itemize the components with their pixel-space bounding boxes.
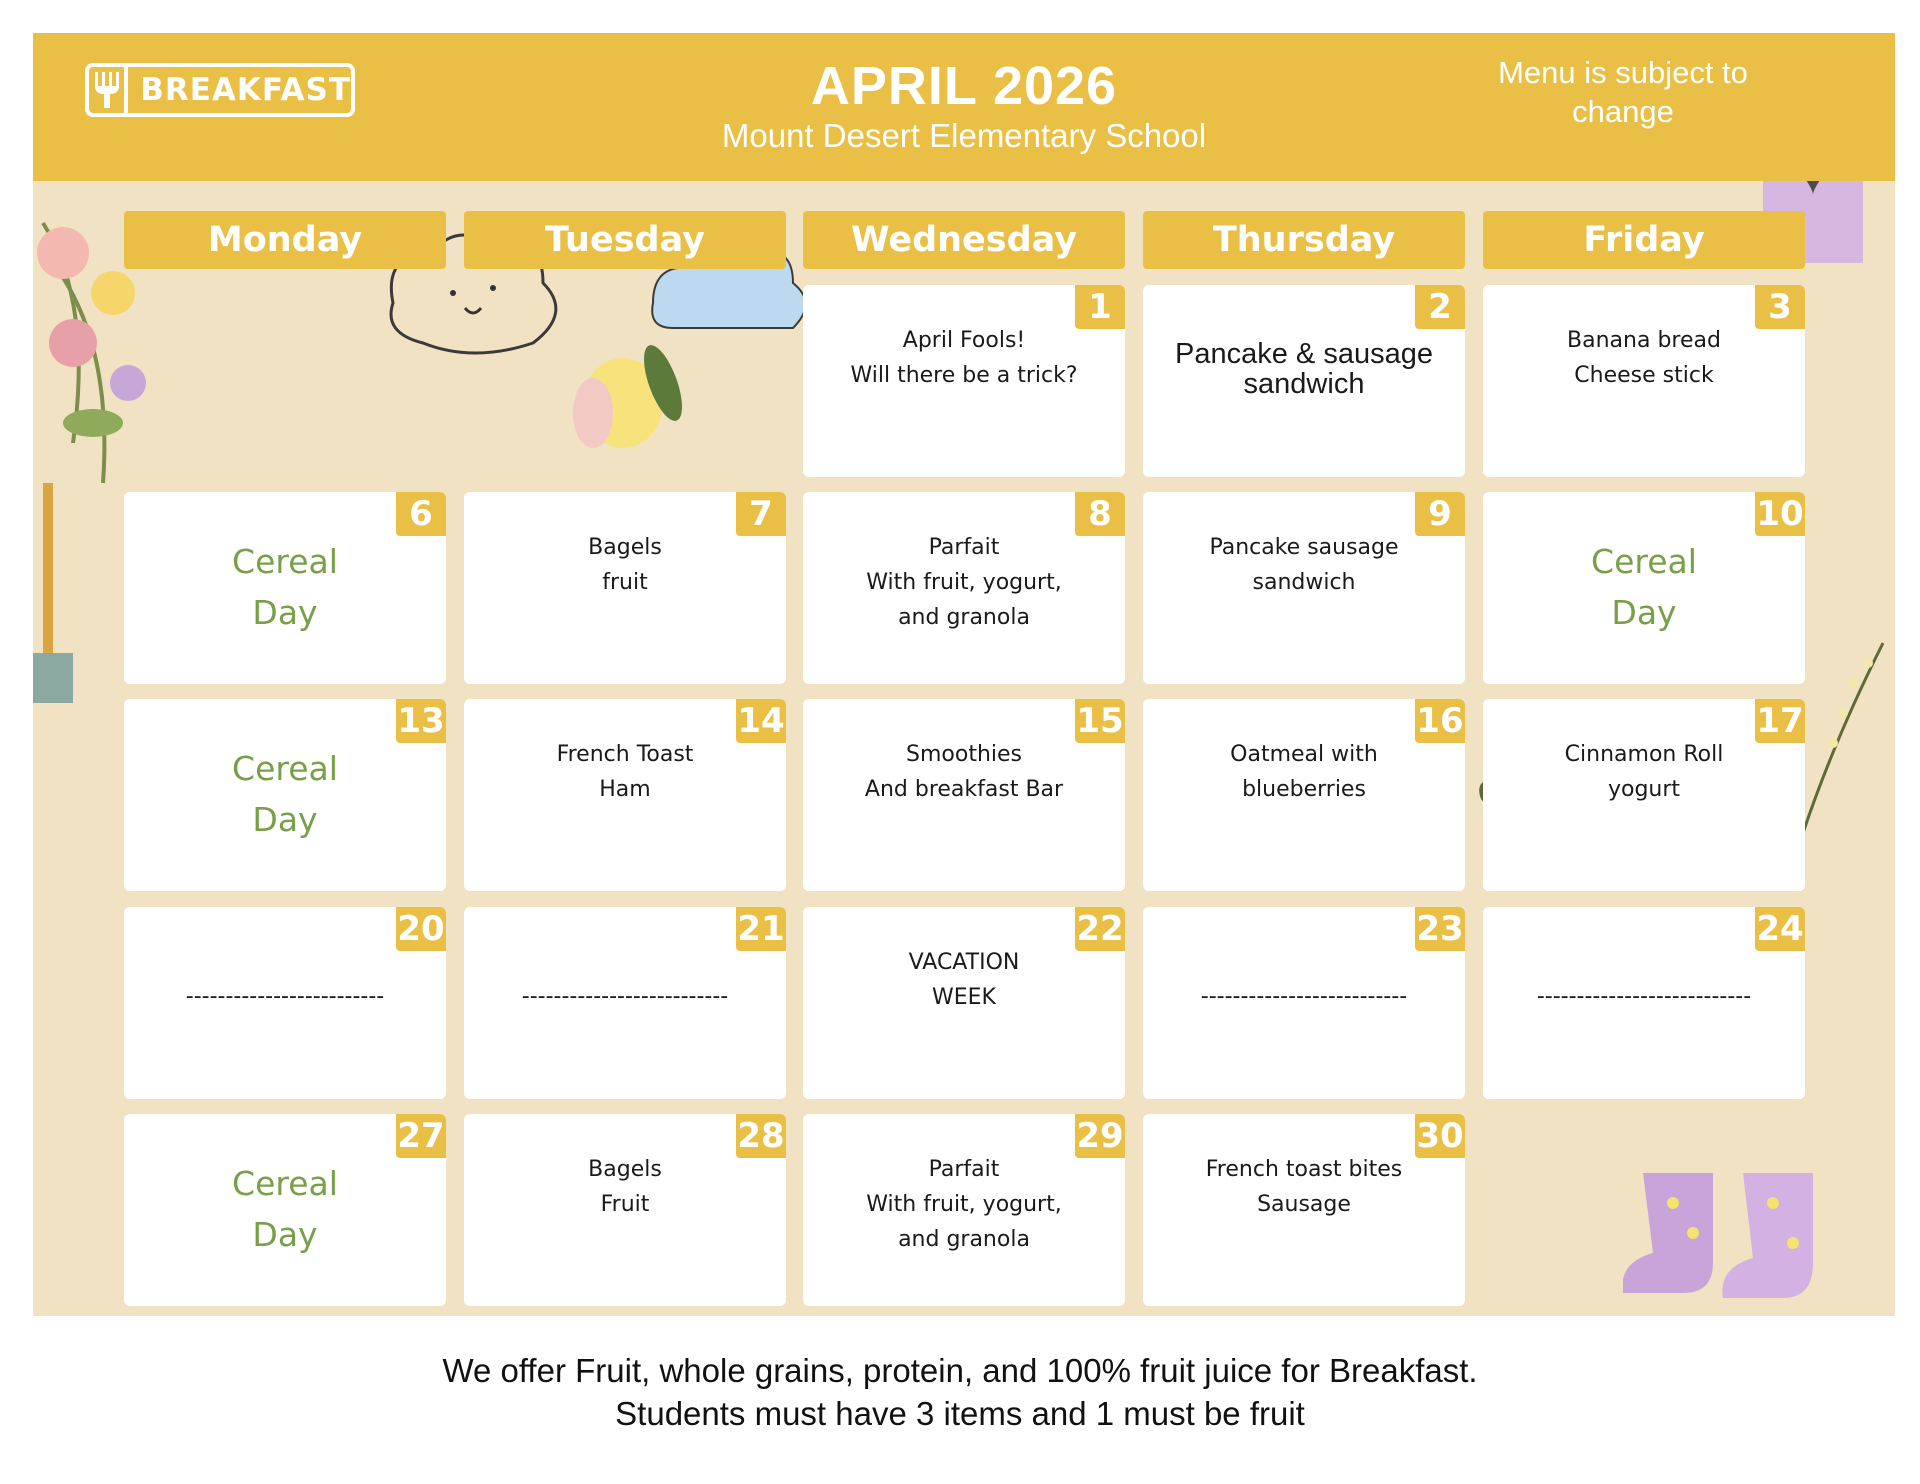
menu-line: April Fools! [902, 328, 1026, 353]
menu-line: blueberries [1242, 777, 1366, 802]
menu-line: ------------------------- [185, 984, 385, 1009]
menu-text [803, 530, 1125, 635]
menu-line: yogurt [1607, 777, 1681, 802]
menu-line: Bagels [588, 535, 662, 560]
subject-to-change-note: Menu is subject to change [1498, 55, 1748, 129]
day-number: 23 [1416, 909, 1464, 949]
day-number: 21 [737, 909, 785, 949]
rain-boots-illustration [1623, 1153, 1883, 1313]
day-cell-10 [1483, 492, 1805, 684]
menu-line: Cereal [232, 1164, 338, 1203]
menu-line: VACATION [908, 950, 1020, 975]
flower-illustration [553, 343, 693, 483]
day-number: 9 [1415, 492, 1465, 536]
menu-text [124, 1158, 446, 1260]
menu-text [1143, 339, 1465, 399]
menu-line: Cheese stick [1574, 363, 1714, 388]
day-number: 22 [1076, 909, 1124, 949]
menu-line: Ham [599, 777, 651, 802]
menu-text [464, 979, 786, 1014]
menu-text [1483, 536, 1805, 638]
menu-text [464, 737, 786, 807]
menu-line: With fruit, yogurt, [866, 570, 1062, 595]
menu-line: Cereal [232, 749, 338, 788]
menu-line: Smoothies [906, 742, 1022, 767]
day-cell-16 [1143, 699, 1465, 891]
day-cell-13 [124, 699, 446, 891]
day-number: 7 [736, 492, 786, 536]
menu-text [1483, 979, 1805, 1014]
menu-line: and granola [898, 1227, 1030, 1252]
menu-text [1143, 530, 1465, 600]
menu-line: fruit [602, 570, 648, 595]
menu-line: sandwich [1243, 368, 1365, 400]
menu-text [1143, 1152, 1465, 1222]
day-cell-27 [124, 1114, 446, 1306]
menu-line: --------------------------- [1536, 984, 1752, 1009]
menu-text [803, 945, 1125, 1015]
day-number: 8 [1075, 492, 1125, 536]
menu-line: Day [252, 1215, 318, 1254]
menu-line: With fruit, yogurt, [866, 1192, 1062, 1217]
menu-text [124, 743, 446, 845]
day-cell-7 [464, 492, 786, 684]
menu-line: French toast bites [1205, 1157, 1403, 1182]
menu-text [803, 1152, 1125, 1257]
menu-text [1143, 737, 1465, 807]
day-cell-21 [464, 907, 786, 1099]
menu-text [124, 979, 446, 1014]
day-cell-29 [803, 1114, 1125, 1306]
weekday-header-tuesday: Tuesday [464, 211, 786, 269]
day-number: 14 [737, 701, 785, 741]
menu-text [1483, 737, 1805, 807]
weekday-header-monday: Monday [124, 211, 446, 269]
menu-line: Pancake & sausage [1175, 338, 1433, 370]
day-number: 16 [1416, 701, 1464, 741]
day-number: 28 [737, 1116, 785, 1156]
page-title: APRIL 2026 [810, 56, 1118, 116]
menu-line: Parfait [928, 1157, 1000, 1182]
day-cell-14 [464, 699, 786, 891]
menu-line: sandwich [1252, 570, 1356, 595]
day-cell-24 [1483, 907, 1805, 1099]
menu-line: Fruit [600, 1192, 650, 1217]
day-number: 17 [1756, 701, 1804, 741]
header-banner [33, 33, 1895, 181]
day-number: 1 [1075, 285, 1125, 329]
menu-line: Oatmeal with [1230, 742, 1378, 767]
day-number: 29 [1076, 1116, 1124, 1156]
day-number: 20 [397, 909, 445, 949]
menu-line: Parfait [928, 535, 1000, 560]
school-name: Mount Desert Elementary School [721, 117, 1207, 154]
footer-line-1: We offer Fruit, whole grains, protein, and 100% fruit juice for Breakfast. [442, 1352, 1478, 1389]
day-cell-9 [1143, 492, 1465, 684]
day-cell-17 [1483, 699, 1805, 891]
menu-line: Day [1611, 593, 1677, 632]
menu-text [464, 530, 786, 600]
menu-line: WEEK [932, 985, 996, 1010]
day-number: 24 [1756, 909, 1804, 949]
day-number: 6 [396, 492, 446, 536]
menu-text [803, 323, 1125, 393]
day-cell-28 [464, 1114, 786, 1306]
menu-line: and granola [898, 605, 1030, 630]
calendar-poster [33, 33, 1895, 1316]
day-number: 13 [397, 701, 445, 741]
day-cell-6 [124, 492, 446, 684]
weekday-header-wednesday: Wednesday [803, 211, 1125, 269]
day-cell-8 [803, 492, 1125, 684]
day-number: 10 [1756, 494, 1804, 534]
day-cell-30 [1143, 1114, 1465, 1306]
menu-line: Day [252, 593, 318, 632]
day-number: 3 [1755, 285, 1805, 329]
menu-line: Day [252, 800, 318, 839]
weekday-header-thursday: Thursday [1143, 211, 1465, 269]
menu-line: And breakfast Bar [864, 777, 1064, 802]
menu-text [1143, 979, 1465, 1014]
day-cell-20 [124, 907, 446, 1099]
weekday-header-friday: Friday [1483, 211, 1805, 269]
leaf-sprig-illustration [1793, 623, 1893, 843]
day-cell-22 [803, 907, 1125, 1099]
menu-text [464, 1152, 786, 1222]
menu-text [803, 737, 1125, 807]
menu-line: -------------------------- [521, 984, 729, 1009]
menu-line: Will there be a trick? [850, 363, 1078, 388]
menu-text [124, 536, 446, 638]
day-number: 2 [1415, 285, 1465, 329]
day-number: 30 [1416, 1116, 1464, 1156]
day-number: 15 [1076, 701, 1124, 741]
day-number: 27 [397, 1116, 445, 1156]
day-cell-2 [1143, 285, 1465, 477]
menu-line: Cereal [1591, 542, 1697, 581]
menu-line: Sausage [1257, 1192, 1351, 1217]
day-cell-3 [1483, 285, 1805, 477]
day-cell-23 [1143, 907, 1465, 1099]
day-cell-15 [803, 699, 1125, 891]
day-cell-1 [803, 285, 1125, 477]
menu-line: -------------------------- [1200, 984, 1408, 1009]
footer-line-2: Students must have 3 items and 1 must be fruit [615, 1395, 1305, 1432]
menu-line: Pancake sausage [1209, 535, 1399, 560]
menu-line: French Toast [556, 742, 694, 767]
menu-line: Cinnamon Roll [1564, 742, 1724, 767]
menu-line: Banana bread [1567, 328, 1721, 353]
menu-line: Cereal [232, 542, 338, 581]
menu-text [1483, 323, 1805, 393]
menu-line: Bagels [588, 1157, 662, 1182]
logo-label: BREAKFAST [124, 67, 351, 113]
